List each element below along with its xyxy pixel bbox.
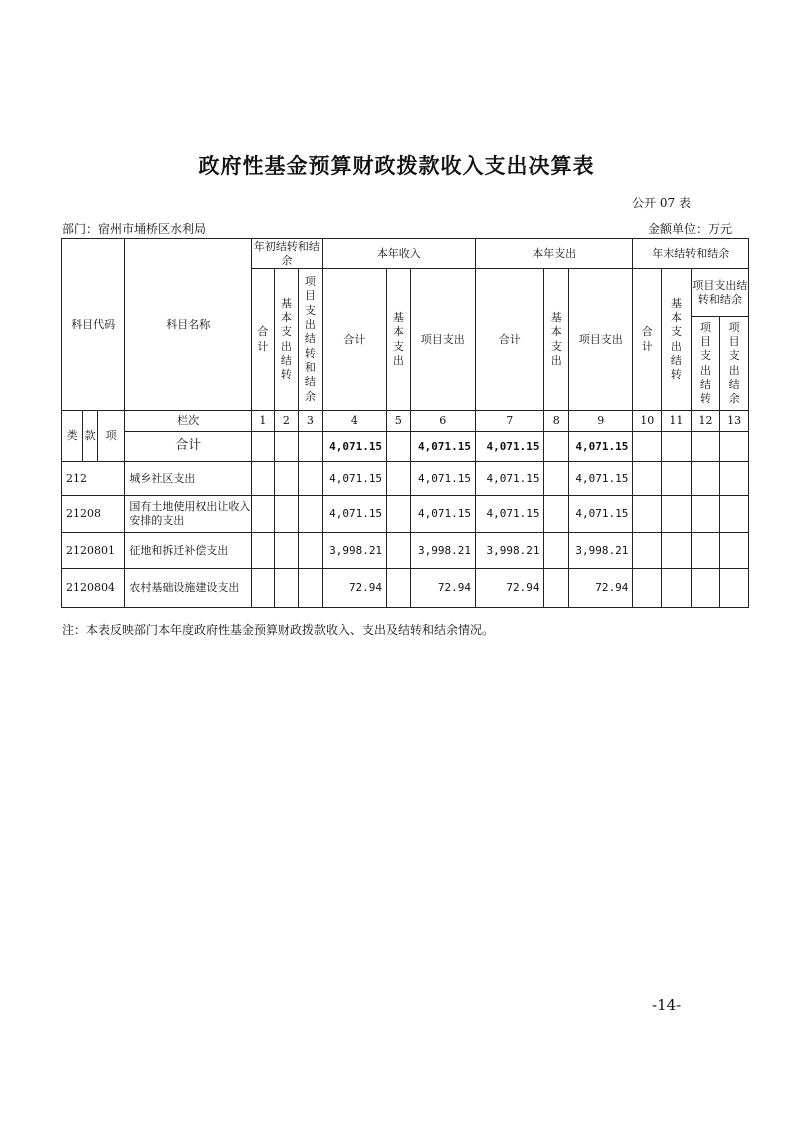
sum-expense-project: 4,071.15: [569, 432, 633, 462]
cell: [544, 533, 569, 569]
cell: [252, 496, 274, 533]
col-num: 10: [633, 411, 662, 432]
row-code: 212: [62, 462, 125, 496]
col-num: 12: [691, 411, 720, 432]
header-begin-basic: 基本支出结转: [274, 269, 299, 411]
col-num: 13: [720, 411, 749, 432]
cell: [252, 569, 274, 608]
sum-expense-total: 4,071.15: [475, 432, 543, 462]
cell: [662, 462, 692, 496]
row-expense-total: 72.94: [475, 569, 543, 608]
cell: [662, 569, 692, 608]
cell: [691, 496, 720, 533]
row-name: 城乡社区支出: [125, 462, 252, 496]
row-expense-project: 3,998.21: [569, 533, 633, 569]
table-note: 注：本表反映部门本年度政府性基金预算财政拨款收入、支出及结转和结余情况。: [62, 623, 495, 637]
row-income-project: 72.94: [410, 569, 475, 608]
cell: [691, 533, 720, 569]
col-num: 3: [299, 411, 323, 432]
cell: [387, 496, 411, 533]
cell: [299, 533, 323, 569]
cell: [252, 533, 274, 569]
cell: [299, 569, 323, 608]
page-number: -14-: [652, 996, 682, 1014]
col-num: 11: [662, 411, 692, 432]
header-end-project-balance: 项目支出结余: [720, 317, 749, 411]
sum-row-label: 合计: [125, 432, 252, 462]
cell: [299, 496, 323, 533]
budget-table: [61, 238, 749, 608]
header-expense-group: 本年支出: [475, 239, 632, 269]
form-number: 公开 07 表: [632, 196, 691, 210]
cell: [387, 462, 411, 496]
table-row: [62, 533, 749, 569]
row-expense-project: 4,071.15: [569, 462, 633, 496]
row-income-project: 3,998.21: [410, 533, 475, 569]
cell: [274, 496, 299, 533]
cell: [691, 569, 720, 608]
row-income-total: 3,998.21: [322, 533, 386, 569]
department-label: 部门：宿州市埇桥区水利局: [62, 222, 207, 236]
row-income-total: 4,071.15: [322, 462, 386, 496]
header-name: 科目名称: [125, 239, 252, 411]
cell: [252, 462, 274, 496]
col-num: 6: [410, 411, 475, 432]
header-begin-project: 项目支出结转和结余: [299, 269, 323, 411]
row-income-project: 4,071.15: [410, 496, 475, 533]
cell: [633, 496, 662, 533]
row-code: 2120804: [62, 569, 125, 608]
header-end-project-group: 项目支出结转和结余: [691, 269, 748, 317]
cell: [274, 569, 299, 608]
cell: [720, 432, 749, 462]
cell: [252, 432, 274, 462]
cell: [720, 496, 749, 533]
row-expense-total: 4,071.15: [475, 496, 543, 533]
header-income-group: 本年收入: [322, 239, 475, 269]
col-num: 9: [569, 411, 633, 432]
row-expense-total: 4,071.15: [475, 462, 543, 496]
column-row-label: 栏次: [125, 411, 252, 432]
cell: [633, 462, 662, 496]
cell: [720, 569, 749, 608]
cell: [387, 569, 411, 608]
header-income-basic: 基本支出: [387, 269, 411, 411]
col-num: 5: [387, 411, 411, 432]
row-income-project: 4,071.15: [410, 462, 475, 496]
header-end-total: 合计: [633, 269, 662, 411]
cell: [691, 432, 720, 462]
cell: [662, 432, 692, 462]
cell: [633, 432, 662, 462]
row-income-total: 4,071.15: [322, 496, 386, 533]
col-num: 7: [475, 411, 543, 432]
col-num: 8: [544, 411, 569, 432]
cell: [387, 533, 411, 569]
col-num: 2: [274, 411, 299, 432]
header-end-basic: 基本支出结转: [662, 269, 692, 411]
cell: [720, 462, 749, 496]
header-end-project-carry: 项目支出结转: [691, 317, 720, 411]
header-expense-project: 项目支出: [569, 269, 633, 411]
row-income-total: 72.94: [322, 569, 386, 608]
header-income-project: 项目支出: [410, 269, 475, 411]
unit-label: 金额单位：万元: [648, 222, 733, 236]
cell: [633, 569, 662, 608]
header-code: 科目代码: [62, 239, 125, 411]
cell: [662, 533, 692, 569]
row-name: 农村基础设施建设支出: [125, 569, 252, 608]
row-name: 国有土地使用权出让收入安排的支出: [125, 496, 252, 533]
header-kuan: 款: [83, 411, 97, 462]
cell: [662, 496, 692, 533]
row-expense-project: 4,071.15: [569, 496, 633, 533]
header-expense-basic: 基本支出: [544, 269, 569, 411]
row-code: 21208: [62, 496, 125, 533]
sum-income-project: 4,071.15: [410, 432, 475, 462]
cell: [299, 432, 323, 462]
cell: [544, 432, 569, 462]
page-title: 政府性基金预算财政拨款收入支出决算表: [198, 154, 595, 178]
cell: [633, 533, 662, 569]
cell: [720, 533, 749, 569]
row-code: 2120801: [62, 533, 125, 569]
cell: [274, 533, 299, 569]
header-xiang: 项: [97, 411, 125, 462]
col-num: 4: [322, 411, 386, 432]
row-name: 征地和拆迁补偿支出: [125, 533, 252, 569]
header-end-group: 年末结转和结余: [633, 239, 749, 269]
header-begin-group: 年初结转和结余: [252, 239, 323, 269]
table-row: [62, 462, 749, 496]
header-lei: 类: [62, 411, 83, 462]
col-num: 1: [252, 411, 274, 432]
row-expense-project: 72.94: [569, 569, 633, 608]
table-row: [62, 569, 749, 608]
header-income-total: 合计: [322, 269, 386, 411]
row-expense-total: 3,998.21: [475, 533, 543, 569]
cell: [544, 569, 569, 608]
table-row: [62, 496, 749, 533]
header-begin-total: 合计: [252, 269, 274, 411]
cell: [544, 496, 569, 533]
cell: [274, 432, 299, 462]
header-expense-total: 合计: [475, 269, 543, 411]
cell: [274, 462, 299, 496]
cell: [544, 462, 569, 496]
cell: [691, 462, 720, 496]
cell: [387, 432, 411, 462]
sum-income-total: 4,071.15: [322, 432, 386, 462]
cell: [299, 462, 323, 496]
